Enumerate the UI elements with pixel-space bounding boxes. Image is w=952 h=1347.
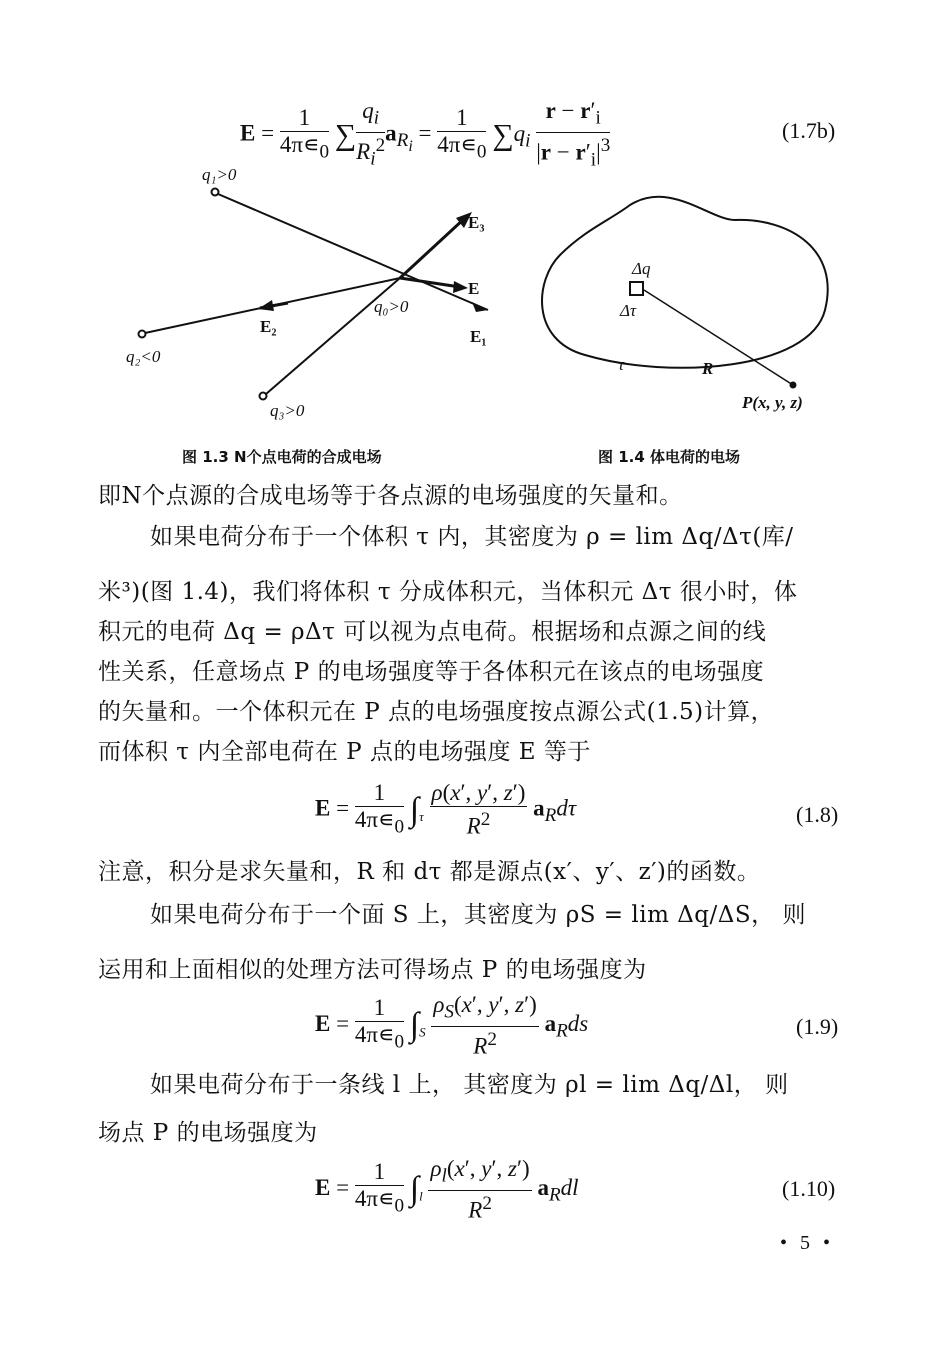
label-q2: q₂<0 (126, 347, 161, 366)
paragraph-4-line-1: 如果电荷分布于一个面 S 上，其密度为 ρS = lim Δq/ΔS， 则 (150, 902, 806, 928)
label-e: E (468, 279, 480, 298)
equation-1-9: E = $\frac{1}{4\pi∊_0}$ $\int_S$ $\frac{\rho_S(x', y', z')}{R^2}$ $a_Rds$ (315, 992, 589, 1059)
charge-q3-dot (260, 393, 267, 400)
line-q1 (218, 194, 488, 310)
arrow-e1 (472, 302, 488, 312)
line-q3 (266, 278, 400, 394)
equation-number-1-7b: (1.7b) (782, 118, 836, 143)
point-p-dot (791, 383, 796, 388)
label-e3: E₃ (468, 213, 485, 232)
equation-1-7b: E = $\frac{1}{4\pi∊_0}$ ∑ $\frac{q_i}{R_i^2}$ $a_{R_i}$ = $\frac{1}{4\pi∊_0}$ $\sum q_i$ $\frac{r - r'_i}{|r - r'_i|^3}$ (240, 98, 611, 170)
paragraph-1: 即N个点源的合成电场等于各点源的电场强度的矢量和。 (98, 483, 683, 509)
paragraph-5-line-2: 场点 P 的电场强度为 (98, 1120, 318, 1146)
figure-diagrams (110, 160, 870, 430)
figure-1-4-caption: 图 1.4 体电荷的电场 (598, 448, 741, 466)
equation-number-1-9: (1.9) (796, 1014, 839, 1039)
label-p: P(x, y, z) (742, 393, 803, 412)
label-q1: q₁>0 (202, 165, 237, 184)
paragraph-2-line-3: 积元的电荷 Δq = ρΔτ 可以视为点电荷。根据场和点源之间的线 (98, 619, 767, 645)
label-r: R (702, 359, 714, 378)
figure-1-3-caption: 图 1.3 N个点电荷的合成电场 (182, 448, 382, 466)
figure-1-3 (139, 189, 489, 400)
vector-e3 (400, 218, 465, 278)
equation-1-10: E = $\frac{1}{4\pi∊_0}$ $\int_l$ $\frac{\rho_l(x', y', z')}{R^2}$ $a_Rdl$ (315, 1156, 579, 1223)
paragraph-2-line-2: 米³)(图 1.4)，我们将体积 τ 分成体积元，当体积元 Δτ 很小时，体 (98, 579, 798, 605)
paragraph-2-line-1: 如果电荷分布于一个体积 τ 内，其密度为 ρ = lim Δq/Δτ(库/ (150, 524, 794, 550)
paragraph-2-line-6: 而体积 τ 内全部电荷在 P 点的电场强度 E 等于 (98, 739, 591, 765)
label-delta-tau: Δτ (620, 301, 637, 320)
figure-1-4 (542, 197, 828, 388)
label-e1: E₁ (470, 327, 487, 346)
volume-outline (542, 197, 828, 368)
label-q3: q₃>0 (270, 401, 305, 420)
paragraph-4-line-2: 运用和上面相似的处理方法可得场点 P 的电场强度为 (98, 957, 647, 983)
label-e2: E₂ (260, 317, 277, 336)
paragraph-3: 注意，积分是求矢量和，R 和 dτ 都是源点(x′、y′、z′)的函数。 (98, 859, 761, 885)
volume-element (630, 282, 643, 295)
charge-q2-dot (139, 331, 146, 338)
arrow-e (453, 281, 468, 293)
line-r (644, 290, 793, 385)
page-number: • 5 • (780, 1232, 835, 1254)
equation-number-1-8: (1.8) (796, 802, 839, 827)
paragraph-2-line-5: 的矢量和。一个体积元在 P 点的电场强度按点源公式(1.5)计算， (98, 699, 775, 725)
equation-1-8: E = $\frac{1}{4\pi∊_0}$ $\int_\tau$ $\frac{\rho(x', y', z')}{R^2}$ $a_Rd\tau$ (315, 780, 577, 840)
charge-q1-dot (212, 189, 219, 196)
label-tau: τ (618, 355, 625, 374)
label-delta-q: Δq (632, 259, 651, 278)
equation-number-1-10: (1.10) (782, 1176, 836, 1201)
paragraph-2-line-4: 性关系，任意场点 P 的电场强度等于各体积元在该点的电场强度 (98, 659, 765, 685)
paragraph-5-line-1: 如果电荷分布于一条线 l 上， 其密度为 ρl = lim Δq/Δl， 则 (150, 1072, 789, 1098)
label-q0: q₀>0 (374, 297, 409, 316)
